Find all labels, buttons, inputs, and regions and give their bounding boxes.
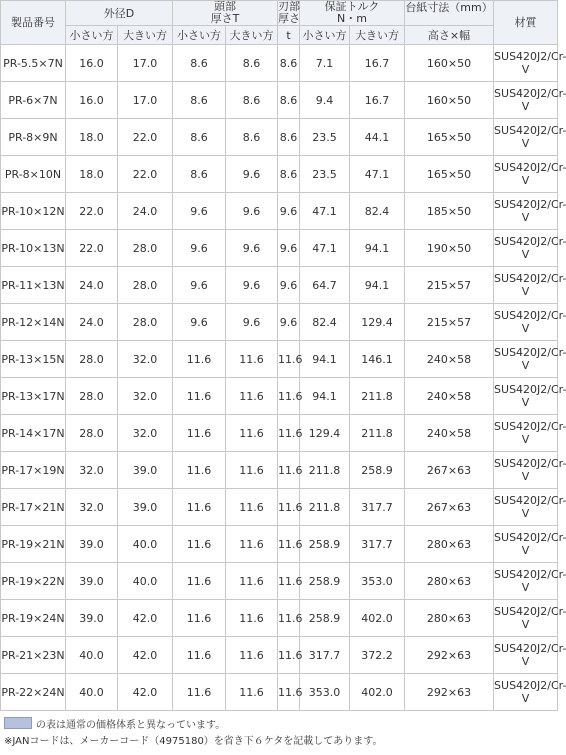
value-cell: 42.0 xyxy=(118,637,173,674)
value-cell: 8.6 xyxy=(173,45,226,82)
value-cell: 11.6 xyxy=(226,378,278,415)
value-cell: 292×63 xyxy=(405,674,494,711)
header-torque-unit: N・m xyxy=(337,12,367,25)
value-cell: 11.6 xyxy=(226,600,278,637)
header-tip xyxy=(278,1,300,26)
subheader-cell: 高さ×幅 xyxy=(405,26,494,45)
value-cell: 211.8 xyxy=(300,452,350,489)
value-cell: 211.8 xyxy=(350,378,405,415)
value-cell: 11.6 xyxy=(226,526,278,563)
value-cell: 47.1 xyxy=(350,156,405,193)
value-cell: 18.0 xyxy=(66,119,118,156)
value-cell: 317.7 xyxy=(300,637,350,674)
value-cell: 8.6 xyxy=(278,45,300,82)
value-cell: 22.0 xyxy=(66,193,118,230)
value-cell: 11.6 xyxy=(278,341,300,378)
value-cell: 146.1 xyxy=(350,341,405,378)
value-cell: 11.6 xyxy=(226,452,278,489)
value-cell: 9.4 xyxy=(300,82,350,119)
value-cell: 24.0 xyxy=(118,193,173,230)
value-cell: 8.6 xyxy=(278,156,300,193)
value-cell: 11.6 xyxy=(173,674,226,711)
value-cell: 28.0 xyxy=(66,415,118,452)
material-cell: SUS420J2/Cr-V xyxy=(494,526,558,563)
value-cell: 280×63 xyxy=(405,563,494,600)
value-cell: 47.1 xyxy=(300,230,350,267)
value-cell: 267×63 xyxy=(405,489,494,526)
value-cell: 28.0 xyxy=(118,267,173,304)
product-code-cell: PR-14×17N xyxy=(1,415,66,452)
material-cell: SUS420J2/Cr-V xyxy=(494,304,558,341)
value-cell: 16.7 xyxy=(350,45,405,82)
value-cell: 240×58 xyxy=(405,378,494,415)
value-cell: 240×58 xyxy=(405,341,494,378)
value-cell: 82.4 xyxy=(300,304,350,341)
value-cell: 40.0 xyxy=(118,563,173,600)
value-cell: 39.0 xyxy=(118,452,173,489)
value-cell: 40.0 xyxy=(66,674,118,711)
product-code-cell: PR-12×14N xyxy=(1,304,66,341)
product-code-cell: PR-21×23N xyxy=(1,637,66,674)
value-cell: 190×50 xyxy=(405,230,494,267)
header-torque-partial: 保証トルク xyxy=(324,0,380,13)
value-cell: 11.6 xyxy=(278,674,300,711)
value-cell: 17.0 xyxy=(118,45,173,82)
value-cell: 160×50 xyxy=(405,45,494,82)
product-code-cell: PR-13×17N xyxy=(1,378,66,415)
value-cell: 211.8 xyxy=(300,489,350,526)
header-outer-d: 外径D xyxy=(66,1,173,26)
product-code-cell: PR-13×15N xyxy=(1,341,66,378)
subheader-cell: 小さい方 xyxy=(300,26,350,45)
subheader-cell: t xyxy=(278,26,300,45)
legend-note xyxy=(4,715,553,731)
value-cell: 22.0 xyxy=(118,119,173,156)
value-cell: 9.6 xyxy=(278,230,300,267)
value-cell: 9.6 xyxy=(278,267,300,304)
value-cell: 240×58 xyxy=(405,415,494,452)
table-row xyxy=(1,637,558,674)
value-cell: 215×57 xyxy=(405,304,494,341)
value-cell: 11.6 xyxy=(278,563,300,600)
value-cell: 64.7 xyxy=(300,267,350,304)
footnotes xyxy=(0,711,557,751)
value-cell: 7.1 xyxy=(300,45,350,82)
value-cell: 11.6 xyxy=(173,378,226,415)
material-cell: SUS420J2/Cr-V xyxy=(494,637,558,674)
material-cell: SUS420J2/Cr-V xyxy=(494,452,558,489)
product-code-cell: PR-19×22N xyxy=(1,563,66,600)
value-cell: 9.6 xyxy=(226,193,278,230)
table-row xyxy=(1,452,558,489)
value-cell: 11.6 xyxy=(278,637,300,674)
subheader-row xyxy=(1,26,558,45)
value-cell: 11.6 xyxy=(226,674,278,711)
value-cell: 11.6 xyxy=(173,452,226,489)
material-cell: SUS420J2/Cr-V xyxy=(494,267,558,304)
value-cell: 8.6 xyxy=(278,119,300,156)
value-cell: 40.0 xyxy=(118,526,173,563)
value-cell: 11.6 xyxy=(226,637,278,674)
value-cell: 11.6 xyxy=(173,415,226,452)
value-cell: 317.7 xyxy=(350,489,405,526)
value-cell: 39.0 xyxy=(118,489,173,526)
product-code-cell: PR-8×9N xyxy=(1,119,66,156)
value-cell: 317.7 xyxy=(350,526,405,563)
value-cell: 402.0 xyxy=(350,600,405,637)
product-code-cell: PR-10×12N xyxy=(1,193,66,230)
material-cell: SUS420J2/Cr-V xyxy=(494,156,558,193)
value-cell: 11.6 xyxy=(226,341,278,378)
header-material: 材質 xyxy=(494,1,558,45)
value-cell: 9.6 xyxy=(173,193,226,230)
value-cell: 9.6 xyxy=(278,193,300,230)
value-cell: 18.0 xyxy=(66,156,118,193)
value-cell: 129.4 xyxy=(300,415,350,452)
header-mount: 台紙寸法（mm） xyxy=(405,1,494,26)
value-cell: 292×63 xyxy=(405,637,494,674)
value-cell: 11.6 xyxy=(278,415,300,452)
value-cell: 8.6 xyxy=(226,119,278,156)
value-cell: 16.0 xyxy=(66,82,118,119)
value-cell: 185×50 xyxy=(405,193,494,230)
table-row xyxy=(1,304,558,341)
header-row xyxy=(1,1,558,26)
material-cell: SUS420J2/Cr-V xyxy=(494,230,558,267)
value-cell: 39.0 xyxy=(66,526,118,563)
material-cell: SUS420J2/Cr-V xyxy=(494,82,558,119)
value-cell: 28.0 xyxy=(66,341,118,378)
table-row xyxy=(1,45,558,82)
table-row xyxy=(1,82,558,119)
value-cell: 11.6 xyxy=(278,378,300,415)
value-cell: 11.6 xyxy=(278,600,300,637)
value-cell: 40.0 xyxy=(66,637,118,674)
value-cell: 23.5 xyxy=(300,119,350,156)
value-cell: 16.0 xyxy=(66,45,118,82)
table-row xyxy=(1,415,558,452)
header-thickness-partial: 頭部 xyxy=(214,0,237,13)
subheader-cell: 小さい方 xyxy=(173,26,226,45)
table-row xyxy=(1,489,558,526)
product-code-cell: PR-8×10N xyxy=(1,156,66,193)
value-cell: 258.9 xyxy=(300,563,350,600)
product-code-cell: PR-11×13N xyxy=(1,267,66,304)
value-cell: 9.6 xyxy=(226,267,278,304)
product-code-cell: PR-10×13N xyxy=(1,230,66,267)
value-cell: 32.0 xyxy=(118,378,173,415)
header-torque xyxy=(300,1,405,26)
value-cell: 11.6 xyxy=(173,563,226,600)
value-cell: 8.6 xyxy=(173,119,226,156)
legend-text: の表は通常の価格体系と異なっています。 xyxy=(36,719,226,731)
value-cell: 267×63 xyxy=(405,452,494,489)
value-cell: 32.0 xyxy=(66,489,118,526)
value-cell: 8.6 xyxy=(278,82,300,119)
value-cell: 11.6 xyxy=(173,526,226,563)
value-cell: 28.0 xyxy=(118,304,173,341)
value-cell: 215×57 xyxy=(405,267,494,304)
value-cell: 11.6 xyxy=(226,415,278,452)
value-cell: 280×63 xyxy=(405,526,494,563)
value-cell: 16.7 xyxy=(350,82,405,119)
product-code-cell: PR-19×21N xyxy=(1,526,66,563)
value-cell: 11.6 xyxy=(173,600,226,637)
subheader-cell: 大きい方 xyxy=(118,26,173,45)
table-row xyxy=(1,341,558,378)
material-cell: SUS420J2/Cr-V xyxy=(494,674,558,711)
value-cell: 32.0 xyxy=(118,415,173,452)
value-cell: 11.6 xyxy=(173,341,226,378)
value-cell: 24.0 xyxy=(66,267,118,304)
product-code-cell: PR-19×24N xyxy=(1,600,66,637)
value-cell: 28.0 xyxy=(118,230,173,267)
value-cell: 8.6 xyxy=(226,82,278,119)
value-cell: 94.1 xyxy=(350,267,405,304)
value-cell: 9.6 xyxy=(226,156,278,193)
value-cell: 11.6 xyxy=(278,489,300,526)
value-cell: 402.0 xyxy=(350,674,405,711)
value-cell: 9.6 xyxy=(226,304,278,341)
value-cell: 42.0 xyxy=(118,674,173,711)
table-row xyxy=(1,526,558,563)
value-cell: 129.4 xyxy=(350,304,405,341)
value-cell: 9.6 xyxy=(226,230,278,267)
value-cell: 8.6 xyxy=(226,45,278,82)
header-tip-label: 厚さ xyxy=(278,12,301,25)
value-cell: 258.9 xyxy=(350,452,405,489)
header-thickness-label: 厚さT xyxy=(210,12,240,25)
material-cell: SUS420J2/Cr-V xyxy=(494,600,558,637)
value-cell: 44.1 xyxy=(350,119,405,156)
value-cell: 11.6 xyxy=(278,526,300,563)
subheader-cell: 大きい方 xyxy=(226,26,278,45)
jan-note xyxy=(4,731,553,747)
table-row xyxy=(1,674,558,711)
value-cell: 9.6 xyxy=(173,267,226,304)
value-cell: 353.0 xyxy=(350,563,405,600)
table-body xyxy=(1,45,566,711)
material-cell: SUS420J2/Cr-V xyxy=(494,45,558,82)
value-cell: 94.1 xyxy=(300,378,350,415)
value-cell: 32.0 xyxy=(118,341,173,378)
table-row xyxy=(1,230,558,267)
value-cell: 39.0 xyxy=(66,600,118,637)
value-cell: 39.0 xyxy=(66,563,118,600)
value-cell: 11.6 xyxy=(173,637,226,674)
product-code-cell: PR-17×21N xyxy=(1,489,66,526)
value-cell: 32.0 xyxy=(66,452,118,489)
value-cell: 22.0 xyxy=(118,156,173,193)
value-cell: 17.0 xyxy=(118,82,173,119)
value-cell: 372.2 xyxy=(350,637,405,674)
value-cell: 82.4 xyxy=(350,193,405,230)
value-cell: 11.6 xyxy=(226,489,278,526)
legend-swatch xyxy=(4,717,32,729)
material-cell: SUS420J2/Cr-V xyxy=(494,193,558,230)
value-cell: 8.6 xyxy=(173,156,226,193)
material-cell: SUS420J2/Cr-V xyxy=(494,378,558,415)
value-cell: 258.9 xyxy=(300,526,350,563)
table-row xyxy=(1,267,558,304)
material-cell: SUS420J2/Cr-V xyxy=(494,415,558,452)
header-tip-partial: 刃部 xyxy=(278,0,301,13)
table-row xyxy=(1,156,558,193)
material-cell: SUS420J2/Cr-V xyxy=(494,489,558,526)
jan-text: ※JANコードは、メーカーコード（4975180）を省き下６ケタを記載してあります。 xyxy=(4,735,383,747)
value-cell: 160×50 xyxy=(405,82,494,119)
value-cell: 8.6 xyxy=(173,82,226,119)
value-cell: 22.0 xyxy=(66,230,118,267)
value-cell: 11.6 xyxy=(278,452,300,489)
material-cell: SUS420J2/Cr-V xyxy=(494,563,558,600)
value-cell: 23.5 xyxy=(300,156,350,193)
header-thickness xyxy=(173,1,278,26)
value-cell: 28.0 xyxy=(66,378,118,415)
value-cell: 165×50 xyxy=(405,156,494,193)
value-cell: 94.1 xyxy=(300,341,350,378)
subheader-cell: 小さい方 xyxy=(66,26,118,45)
material-cell: SUS420J2/Cr-V xyxy=(494,119,558,156)
value-cell: 9.6 xyxy=(173,230,226,267)
value-cell: 211.8 xyxy=(350,415,405,452)
value-cell: 353.0 xyxy=(300,674,350,711)
table-row xyxy=(1,600,558,637)
table-row xyxy=(1,378,558,415)
product-code-cell: PR-6×7N xyxy=(1,82,66,119)
table-row xyxy=(1,119,558,156)
table-row xyxy=(1,193,558,230)
value-cell: 94.1 xyxy=(350,230,405,267)
value-cell: 11.6 xyxy=(173,489,226,526)
value-cell: 9.6 xyxy=(278,304,300,341)
value-cell: 42.0 xyxy=(118,600,173,637)
value-cell: 47.1 xyxy=(300,193,350,230)
product-code-cell: PR-22×24N xyxy=(1,674,66,711)
value-cell: 165×50 xyxy=(405,119,494,156)
product-code-cell: PR-17×19N xyxy=(1,452,66,489)
product-code-cell: PR-5.5×7N xyxy=(1,45,66,82)
value-cell: 9.6 xyxy=(173,304,226,341)
value-cell: 11.6 xyxy=(226,563,278,600)
header-product-no: 製品番号 xyxy=(1,1,66,45)
table-row xyxy=(1,563,558,600)
material-cell: SUS420J2/Cr-V xyxy=(494,341,558,378)
value-cell: 24.0 xyxy=(66,304,118,341)
value-cell: 280×63 xyxy=(405,600,494,637)
subheader-cell: 大きい方 xyxy=(350,26,405,45)
value-cell: 258.9 xyxy=(300,600,350,637)
